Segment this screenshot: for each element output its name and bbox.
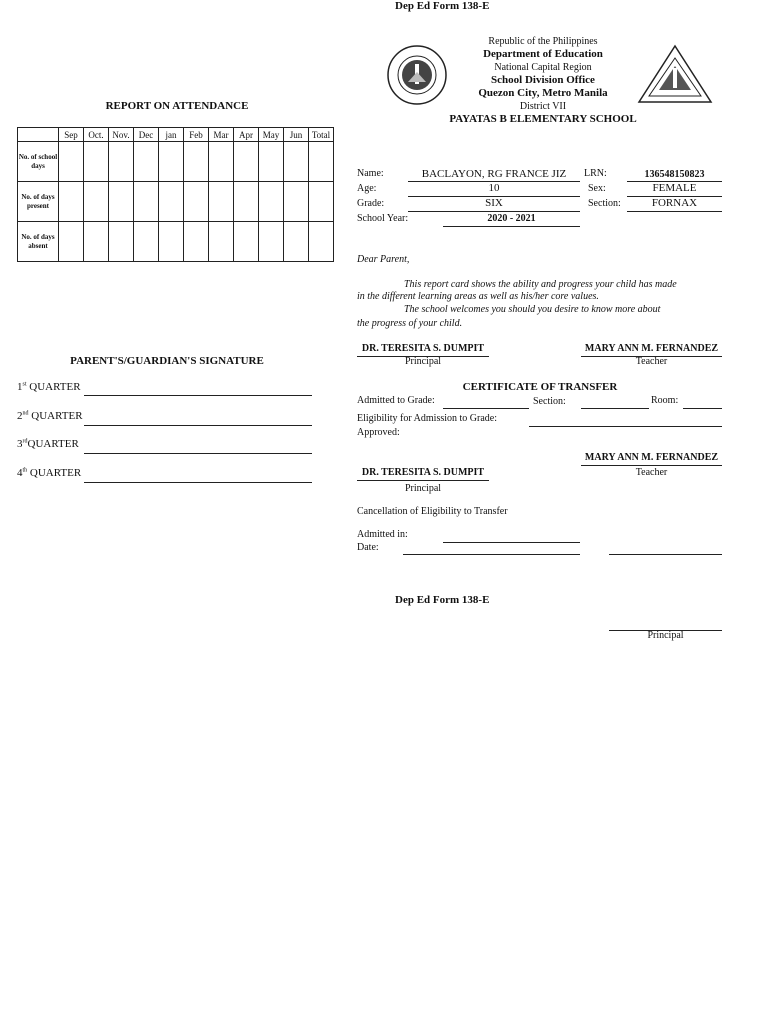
teacher-name-2: MARY ANN M. FERNANDEZ (584, 452, 719, 463)
bottom-principal-title: Principal (647, 630, 684, 641)
cancellation-title: Cancellation of Eligibility to Transfer (357, 506, 508, 517)
col-header: Dec (134, 128, 159, 142)
header-republic: Republic of the Philippines (488, 36, 598, 47)
principal-name: DR. TERESITA S. DUMPIT (361, 343, 485, 354)
quarter-label: 3rdQUARTER (17, 438, 79, 450)
row-header: No. of days absent (18, 222, 59, 262)
section-label: Section: (588, 198, 621, 209)
transfer-section-label: Section: (533, 396, 566, 407)
col-header: Jun (284, 128, 309, 142)
form-title-bottom: Dep Ed Form 138-E (395, 594, 490, 606)
table-row (18, 222, 334, 262)
header-district: District VII (519, 101, 567, 112)
quarter-4-signature-line[interactable] (84, 482, 312, 483)
grade-label: Grade: (357, 198, 385, 209)
room-line[interactable] (683, 408, 722, 409)
grade-value: SIX (485, 197, 503, 209)
date-label: Date: (357, 542, 379, 553)
attendance-title: REPORT ON ATTENDANCE (105, 100, 249, 112)
principal-title: Principal (404, 356, 442, 367)
quarter-label: 2nd QUARTER (17, 410, 83, 422)
quarter-2-signature-line[interactable] (84, 425, 312, 426)
approved-label: Approved: (357, 427, 400, 438)
admitted-grade-label: Admitted to Grade: (357, 395, 435, 406)
teacher-name: MARY ANN M. FERNANDEZ (584, 343, 719, 354)
header-city: Quezon City, Metro Manila (478, 87, 608, 99)
letter-line-3: The school welcomes you should you desire to know more about (404, 304, 661, 315)
section-value: FORNAX (651, 197, 698, 209)
quezon-city-seal-icon (637, 44, 713, 104)
row-header: No. of days present (18, 182, 59, 222)
letter-line-1: This report card shows the ability and progress your child has made (404, 279, 677, 290)
col-header: Sep (59, 128, 84, 142)
col-header: jan (159, 128, 184, 142)
table-row (18, 142, 334, 182)
table-row (18, 182, 334, 222)
transfer-section-line[interactable] (581, 408, 649, 409)
division-seal-icon (386, 44, 448, 106)
form-title-top: Dep Ed Form 138-E (395, 0, 490, 12)
student-name: BACLAYON, RG FRANCE JIZ (421, 168, 567, 180)
col-header: Nov. (109, 128, 134, 142)
eligibility-line[interactable] (529, 426, 722, 427)
lrn-value: 136548150823 (644, 169, 705, 180)
letter-line-2: in the different learning areas as well as his/her core values. (357, 291, 599, 302)
cancellation-signature-line[interactable] (609, 554, 722, 555)
row-header: No. of school days (18, 142, 59, 182)
lrn-label: LRN: (584, 168, 607, 179)
header-office: School Division Office (491, 74, 595, 86)
col-header: Oct. (84, 128, 109, 142)
signature-title: PARENT'S/GUARDIAN'S SIGNATURE (70, 355, 264, 367)
principal-name-2: DR. TERESITA S. DUMPIT (361, 467, 485, 478)
col-header: Total (309, 128, 334, 142)
quarter-1-signature-line[interactable] (84, 395, 312, 396)
sex-label: Sex: (588, 183, 606, 194)
header-region: National Capital Region (494, 62, 592, 73)
header-department: Department of Education (483, 48, 603, 60)
school-name: PAYATAS B ELEMENTARY SCHOOL (449, 113, 637, 125)
age-value: 10 (488, 182, 500, 194)
col-header: Mar (209, 128, 234, 142)
admitted-grade-line[interactable] (443, 408, 529, 409)
col-header: Apr (234, 128, 259, 142)
quarter-label: 4th QUARTER (17, 467, 82, 479)
col-header: Feb (184, 128, 209, 142)
attendance-table (17, 127, 334, 262)
date-line[interactable] (403, 554, 580, 555)
eligibility-label: Eligibility for Admission to Grade: (357, 413, 497, 424)
col-header: May (259, 128, 284, 142)
school-year-value: 2020 - 2021 (487, 213, 536, 224)
room-label: Room: (651, 395, 679, 406)
principal-title-2: Principal (404, 483, 442, 494)
letter-line-4: the progress of your child. (357, 318, 463, 329)
transfer-title: CERTIFICATE OF TRANSFER (462, 381, 618, 393)
age-label: Age: (357, 183, 377, 194)
header-block (448, 35, 638, 113)
admitted-in-line[interactable] (443, 542, 580, 543)
quarter-label: 1st QUARTER (17, 381, 81, 393)
letter-greeting: Dear Parent, (357, 254, 410, 265)
admitted-in-label: Admitted in: (357, 529, 408, 540)
sex-value: FEMALE (652, 182, 697, 194)
quarter-3-signature-line[interactable] (84, 453, 312, 454)
teacher-title: Teacher (635, 356, 668, 367)
school-year-label: School Year: (357, 213, 409, 224)
name-label: Name: (357, 168, 384, 179)
teacher-title-2: Teacher (635, 467, 668, 478)
